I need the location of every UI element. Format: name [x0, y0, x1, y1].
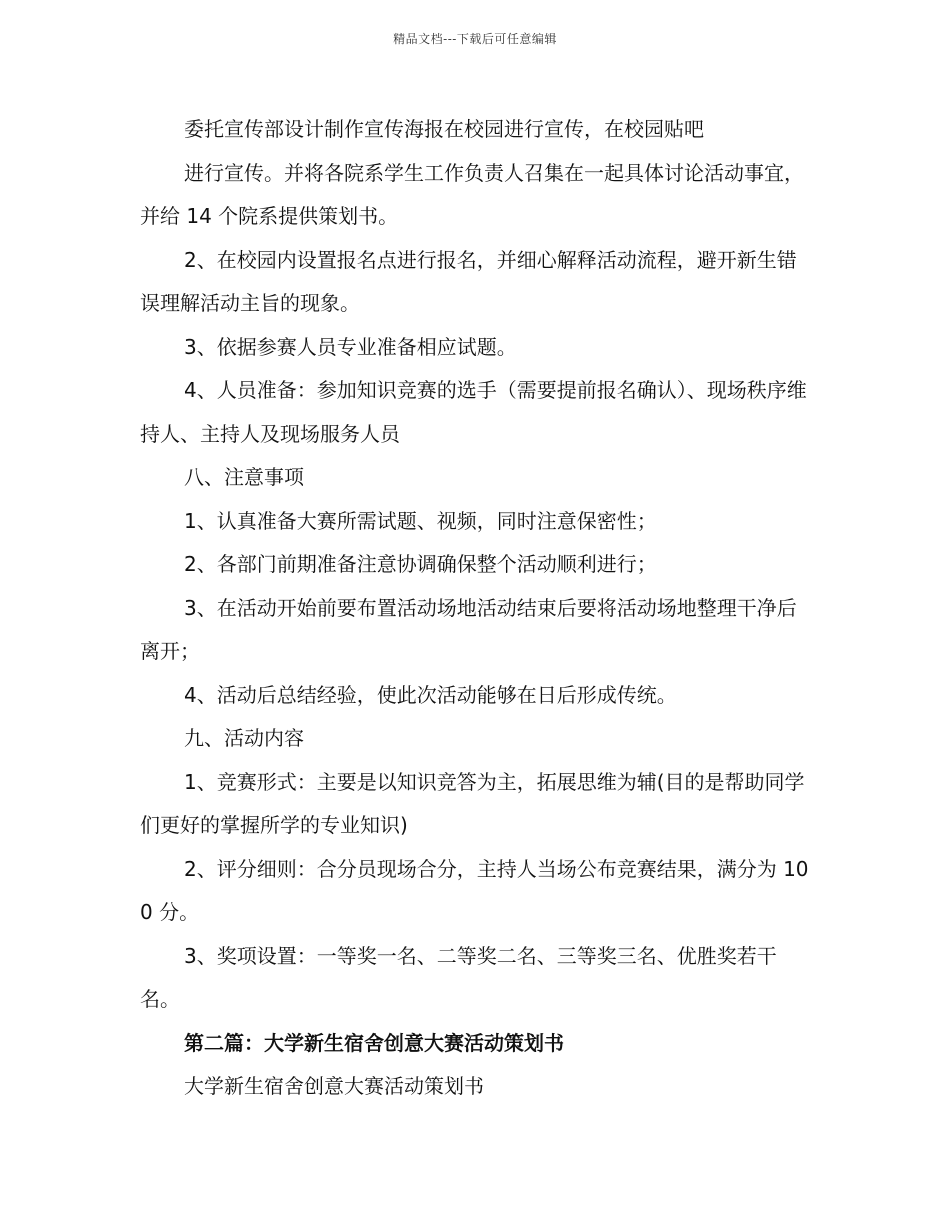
paragraph: 2、评分细则：合分员现场合分，主持人当场公布竞赛结果，满分为 100 分。: [140, 856, 809, 924]
paragraph: 3、依据参赛人员专业准备相应试题。: [184, 334, 517, 359]
paragraph: 3、在活动开始前要布置活动场地活动结束后要将活动场地整理干净后离开；: [140, 595, 797, 663]
paragraph: 2、在校园内设置报名点进行报名，并细心解释活动流程，避开新生错误理解活动主旨的现象。: [140, 247, 797, 315]
paragraph: 4、活动后总结经验，使此次活动能够在日后形成传统。: [184, 682, 677, 707]
paragraph: 1、认真准备大赛所需试题、视频，同时注意保密性；: [184, 508, 657, 533]
paragraph: 4、人员准备：参加知识竞赛的选手（需要提前报名确认）、现场秩序维持人、主持人及现场服务人员: [140, 378, 807, 446]
paragraph: 委托宣传部设计制作宣传海报在校园进行宣传，在校园贴吧: [184, 117, 704, 141]
section-heading: 九、活动内容: [184, 726, 304, 750]
paragraph: 进行宣传。并将各院系学生工作负责人召集在一起具体讨论活动事宜，并给 14 个院系提供策划书。: [140, 160, 804, 228]
section-heading: 八、注意事项: [184, 465, 304, 489]
paragraph: 3、奖项设置：一等奖一名、二等奖二名、三等奖三名、优胜奖若干名。: [140, 943, 777, 1011]
page-header: 精品文档---下载后可任意编辑: [393, 32, 557, 46]
paragraph: 2、各部门前期准备注意协调确保整个活动顺利进行；: [184, 552, 657, 576]
document-body: [140, 108, 810, 1109]
paragraph: 1、竞赛形式：主要是以知识竞答为主，拓展思维为辅(目的是帮助同学们更好的掌握所学的专业知识): [140, 769, 805, 837]
chapter-subtitle: 大学新生宿舍创意大赛活动策划书: [184, 1074, 484, 1098]
chapter-heading: 第二篇：大学新生宿舍创意大赛活动策划书: [184, 1030, 564, 1055]
